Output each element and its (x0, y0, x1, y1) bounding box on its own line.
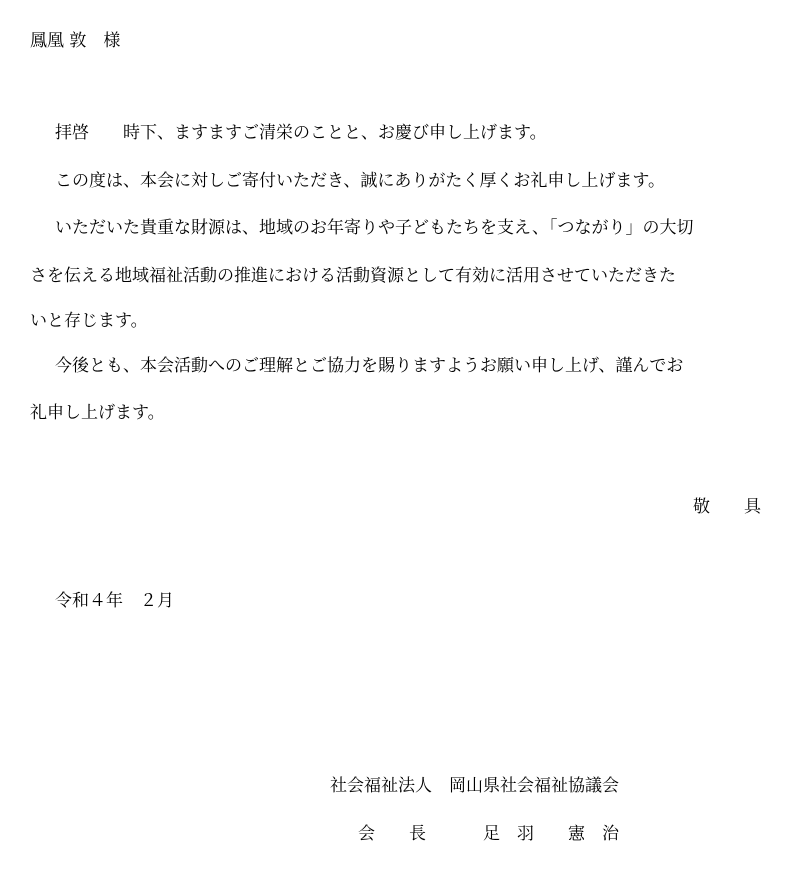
recipient-name: 鳳凰 敦 様 (30, 31, 121, 51)
body-line-6: 礼申し上げます。 (30, 403, 165, 423)
body-line-5: 今後とも、本会活動へのご理解とご協力を賜りますようお願い申し上げ、謹んでお (55, 356, 684, 376)
opening-greeting: 拝啓 時下、ますますご清栄のことと、お慶び申し上げます。 (55, 123, 547, 143)
body-line-2: いただいた貴重な財源は、地域のお年寄りや子どもたちを支え、「つながり」の大切 (55, 218, 694, 238)
body-line-4: いと存じます。 (30, 311, 148, 331)
letter-date: 令和４年 ２月 (55, 591, 174, 611)
sender-name: 足 羽 憲 治 (483, 824, 619, 844)
body-line-3: さを伝える地域福祉活動の推進における活動資源として有効に活用させていただきた (30, 266, 676, 286)
closing-phrase: 敬 具 (693, 497, 761, 517)
sender-title: 会 長 (358, 824, 426, 844)
body-line-1: この度は、本会に対しご寄付いただき、誠にありがたく厚くお礼申し上げます。 (55, 171, 665, 191)
sender-organization: 社会福祉法人 岡山県社会福祉協議会 (330, 776, 619, 796)
